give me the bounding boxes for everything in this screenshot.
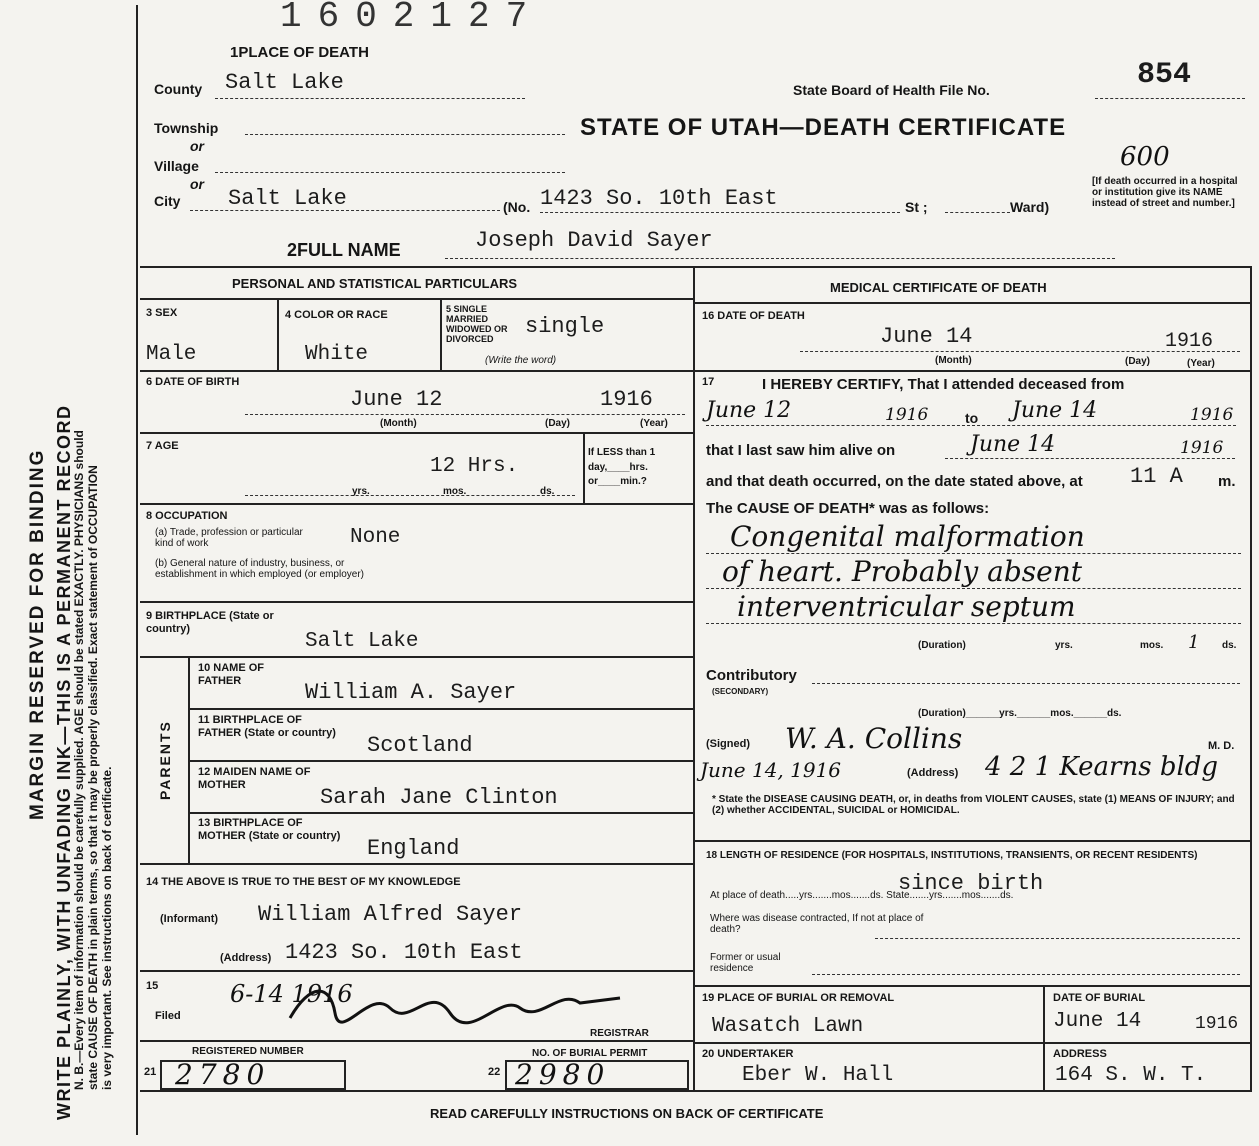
rule-l-6: [140, 656, 693, 658]
filed-number: 15: [146, 980, 159, 992]
duration-mos: mos.: [1140, 640, 1164, 651]
dob-line: [245, 414, 685, 415]
rule-l-2: [140, 370, 693, 372]
cause-line-1: Congenital malformation: [730, 520, 1085, 553]
registrar-signature: [280, 978, 630, 1028]
margin-binding-text: MARGIN RESERVED FOR BINDING: [27, 448, 48, 820]
attended-year-2: 1916: [1190, 405, 1234, 425]
hand-600: 600: [1120, 142, 1170, 172]
rule-l-8: [188, 760, 693, 762]
burial-date-label: DATE OF BURIAL: [1053, 992, 1146, 1004]
rule-main-bottom: [140, 1090, 1252, 1092]
ward-line: [945, 212, 1010, 213]
parents-label: PARENTS: [157, 720, 173, 800]
rule-r-2: [693, 370, 1252, 372]
former-residence-label: Former or usual residence: [710, 952, 781, 974]
cause-line-2: of heart. Probably absent: [722, 555, 1082, 588]
duration-ds: ds.: [1222, 640, 1237, 651]
dob-value: June 12: [350, 387, 443, 412]
attended-to-label: to: [965, 410, 979, 426]
dob-year-caption: (Year): [640, 418, 668, 429]
rule-color: [440, 298, 442, 370]
margin-note-2: state CAUSE OF DEATH in plain terms, so that it may be properly classified. Exact statement of OCCUPATION: [86, 465, 100, 1090]
occupation-label: 8 OCCUPATION: [146, 510, 228, 522]
signed-value: W. A. Collins: [785, 722, 963, 755]
registered-number-label: REGISTERED NUMBER: [192, 1046, 304, 1057]
color-label: 4 COLOR OR RACE: [285, 309, 388, 321]
last-saw-value: June 14: [970, 432, 1056, 457]
filed-handwritten: 6-14 1916: [230, 980, 353, 1008]
undertaker-address-value: 164 S. W. T.: [1055, 1064, 1207, 1087]
file-no-value: 854: [1137, 58, 1192, 92]
informant-value: William Alfred Sayer: [258, 902, 523, 927]
birthplace-label: 9 BIRTHPLACE (State or country): [146, 610, 274, 635]
rule-sex: [277, 298, 279, 370]
burial-value: Wasatch Lawn: [712, 1015, 864, 1038]
death-at-label: and that death occurred, on the date stated above, at: [706, 473, 1083, 490]
dod-label: 16 DATE OF DEATH: [702, 310, 805, 322]
mother-birthplace-label: 13 BIRTHPLACE OF MOTHER (State or country): [198, 817, 341, 842]
dob-year-value: 1916: [600, 387, 653, 412]
marital-label: 5 SINGLE MARRIED WIDOWED OR DIVORCED: [446, 304, 508, 344]
dod-year-value: 1916: [1165, 330, 1214, 353]
burial-date-value: June 14: [1053, 1010, 1142, 1033]
filed-label: Filed: [155, 1010, 181, 1022]
burial-year-value: 1916: [1195, 1014, 1239, 1034]
rule-center: [693, 266, 695, 1091]
file-no-line: [1095, 98, 1245, 99]
place-of-death-label: 1PLACE OF DEATH: [230, 44, 369, 61]
attended-year-1: 1916: [885, 405, 929, 425]
signed-date: June 14, 1916: [700, 758, 842, 782]
state-board-label: State Board of Health File No.: [793, 82, 990, 98]
city-label: City: [154, 193, 181, 209]
personal-header: PERSONAL AND STATISTICAL PARTICULARS: [232, 276, 518, 291]
contracted-label: Where was disease contracted, If not at place of death?: [710, 913, 924, 935]
father-birthplace-label: 11 BIRTHPLACE OF FATHER (State or country): [198, 714, 336, 739]
md-label: M. D.: [1208, 740, 1235, 752]
certify-text: I HEREBY CERTIFY, That I attended deceased from: [762, 376, 1125, 393]
cause-rule-2: [706, 588, 1241, 589]
instructions-footer: READ CAREFULLY INSTRUCTIONS ON BACK OF CERTIFICATE: [430, 1106, 824, 1121]
or-label-1: or: [190, 138, 204, 154]
rule-l-11: [140, 970, 693, 972]
burial-permit-value: 2980: [515, 1058, 611, 1091]
rule-l-3: [140, 432, 693, 434]
rule-r-4: [693, 985, 1252, 987]
undertaker-label: 20 UNDERTAKER: [702, 1048, 794, 1060]
attended-from-value: June 12: [706, 398, 792, 423]
occupation-b-label: (b) General nature of industry, business, or establishment in which employed (or employer): [155, 558, 364, 580]
full-name-line: [445, 258, 1115, 259]
mother-label: 12 MAIDEN NAME OF MOTHER: [198, 766, 311, 791]
last-saw-year: 1916: [1180, 438, 1224, 458]
street-value: 1423 So. 10th East: [540, 186, 778, 211]
ward-label: Ward): [1010, 199, 1050, 215]
cause-label: The CAUSE OF DEATH* was as follows:: [706, 500, 990, 517]
mother-birthplace-value: England: [367, 836, 460, 861]
cause-rule-3: [706, 623, 1241, 624]
residence-label: 18 LENGTH OF RESIDENCE (FOR HOSPITALS, INSTITUTIONS, TRANSIENTS, OR RECENT RESIDENTS): [706, 850, 1198, 861]
township-line: [245, 134, 565, 135]
rule-l-7: [188, 708, 693, 710]
rule-main-top: [140, 266, 1250, 268]
contributory-label: Contributory: [706, 667, 797, 684]
registered-number-value: 2780: [175, 1058, 271, 1091]
dod-year-caption: (Year): [1187, 358, 1215, 369]
rule-r-1: [693, 302, 1252, 304]
age-yrs: yrs.: [352, 486, 370, 497]
marital-note: (Write the word): [485, 355, 557, 366]
county-value: Salt Lake: [225, 70, 344, 95]
sex-value: Male: [146, 343, 197, 366]
township-label: Township: [154, 120, 219, 136]
undertaker-address-label: ADDRESS: [1053, 1048, 1107, 1060]
age-ds: ds.: [540, 486, 555, 497]
street-line: [540, 212, 900, 213]
dob-label: 6 DATE OF BIRTH: [146, 376, 240, 388]
full-name-value: Joseph David Sayer: [475, 228, 713, 253]
duration-label: (Duration): [918, 640, 966, 651]
occupation-value: None: [350, 526, 401, 549]
informant-address-label: (Address): [220, 952, 272, 964]
father-value: William A. Sayer: [305, 680, 517, 705]
dod-day-caption: (Day): [1125, 356, 1151, 367]
age-label: 7 AGE: [146, 440, 179, 452]
margin-border: [136, 5, 138, 1135]
undertaker-value: Eber W. Hall: [742, 1064, 894, 1087]
residence-value: since birth: [898, 871, 1044, 896]
certificate-number: 1602127: [280, 0, 544, 37]
contributory-line: [812, 683, 1240, 684]
rule-r-3: [693, 840, 1252, 842]
marital-value: single: [525, 314, 605, 339]
contracted-line: [875, 938, 1240, 939]
margin-note-1: N. B.—Every item of information should be carefully supplied. AGE should be stated EXACTLY. PHYSICIANS should: [72, 430, 86, 1090]
age-line: [245, 495, 575, 496]
rule-r-5: [693, 1042, 1252, 1044]
or-label-2: or: [190, 176, 204, 192]
father-label: 10 NAME OF FATHER: [198, 662, 265, 687]
father-birthplace-value: Scotland: [367, 733, 473, 758]
rule-right: [1250, 266, 1252, 1091]
registrar-label: REGISTRAR: [590, 1028, 649, 1039]
secondary-label: (SECONDARY): [712, 687, 769, 696]
village-label: Village: [154, 158, 199, 174]
village-line: [215, 172, 565, 173]
county-label: County: [154, 81, 203, 97]
at-place-label: At place of death.....yrs.......mos.......ds. State.......yrs.......mos.......ds.: [710, 890, 1014, 901]
death-time-value: 11 A: [1130, 464, 1183, 489]
registered-prefix: 21: [144, 1066, 157, 1078]
duration-yrs: yrs.: [1055, 640, 1073, 651]
signer-address-label: (Address): [907, 767, 959, 779]
dob-day-caption: (Day): [545, 418, 571, 429]
cause-rule-1: [706, 553, 1241, 554]
signer-address-value: 4 2 1 Kearns bldg: [985, 752, 1219, 782]
attended-to-value: June 14: [1012, 398, 1098, 423]
margin-ink-text: WRITE PLAINLY, WITH UNFADING INK—THIS IS A PERMANENT RECORD: [54, 404, 74, 1120]
rule-l-5: [140, 601, 693, 603]
medical-header: MEDICAL CERTIFICATE OF DEATH: [830, 280, 1047, 295]
birthplace-value: Salt Lake: [305, 630, 419, 653]
rule-l-9: [188, 812, 693, 814]
occupation-a-label: (a) Trade, profession or particular kind of work: [155, 527, 303, 549]
rule-age: [583, 432, 585, 504]
mother-value: Sarah Jane Clinton: [320, 785, 558, 810]
former-line: [812, 974, 1240, 975]
dod-month-caption: (Month): [935, 355, 972, 366]
cause-footnote: * State the DISEASE CAUSING DEATH, or, in deaths from VIOLENT CAUSES, state (1) MEANS OF INJURY; and (2) whether ACCIDENTAL, SUICIDAL or HOMICIDAL.: [712, 794, 1235, 816]
burial-permit-prefix: 22: [488, 1066, 501, 1078]
age-value: 12 Hrs.: [430, 455, 519, 478]
certificate-title: STATE OF UTAH—DEATH CERTIFICATE: [580, 114, 1067, 141]
informant-label: (Informant): [160, 913, 219, 925]
duration-days: 1: [1188, 632, 1200, 653]
dob-month-caption: (Month): [380, 418, 417, 429]
no-label: (No.: [503, 199, 531, 215]
signed-label: (Signed): [706, 738, 750, 750]
certify-number: 17: [702, 376, 715, 388]
age-mos: mos.: [443, 486, 467, 497]
rule-l-4: [140, 503, 693, 505]
rule-burial: [1043, 985, 1045, 1090]
margin-note-3: is very important. See instructions on back of certificate.: [100, 766, 114, 1090]
rule-l-12: [140, 1040, 693, 1042]
city-value: Salt Lake: [228, 186, 347, 211]
full-name-label: 2FULL NAME: [287, 240, 401, 260]
sex-label: 3 SEX: [146, 307, 178, 319]
death-time-m: m.: [1218, 473, 1236, 490]
rule-l-1: [140, 298, 693, 300]
true-statement-label: 14 THE ABOVE IS TRUE TO THE BEST OF MY KNOWLEDGE: [146, 876, 461, 888]
burial-permit-label: NO. OF BURIAL PERMIT: [532, 1048, 648, 1059]
last-saw-label: that I last saw him alive on: [706, 442, 896, 459]
county-line: [215, 98, 525, 99]
burial-label: 19 PLACE OF BURIAL OR REMOVAL: [702, 992, 895, 1004]
age-less-label: If LESS than 1 day,____hrs. or____min.?: [588, 447, 656, 487]
hospital-note: [If death occurred in a hospital or institution give its NAME instead of street and number.]: [1092, 176, 1238, 209]
last-saw-line: [945, 458, 1235, 459]
st-label: St ;: [905, 199, 928, 215]
color-value: White: [305, 343, 369, 366]
duration-2: (Duration)______yrs.______mos.______ds.: [918, 708, 1122, 719]
dod-value: June 14: [880, 324, 973, 349]
cause-line-3: interventricular septum: [737, 590, 1076, 623]
informant-address-value: 1423 So. 10th East: [285, 940, 523, 965]
rule-l-10: [140, 863, 693, 865]
